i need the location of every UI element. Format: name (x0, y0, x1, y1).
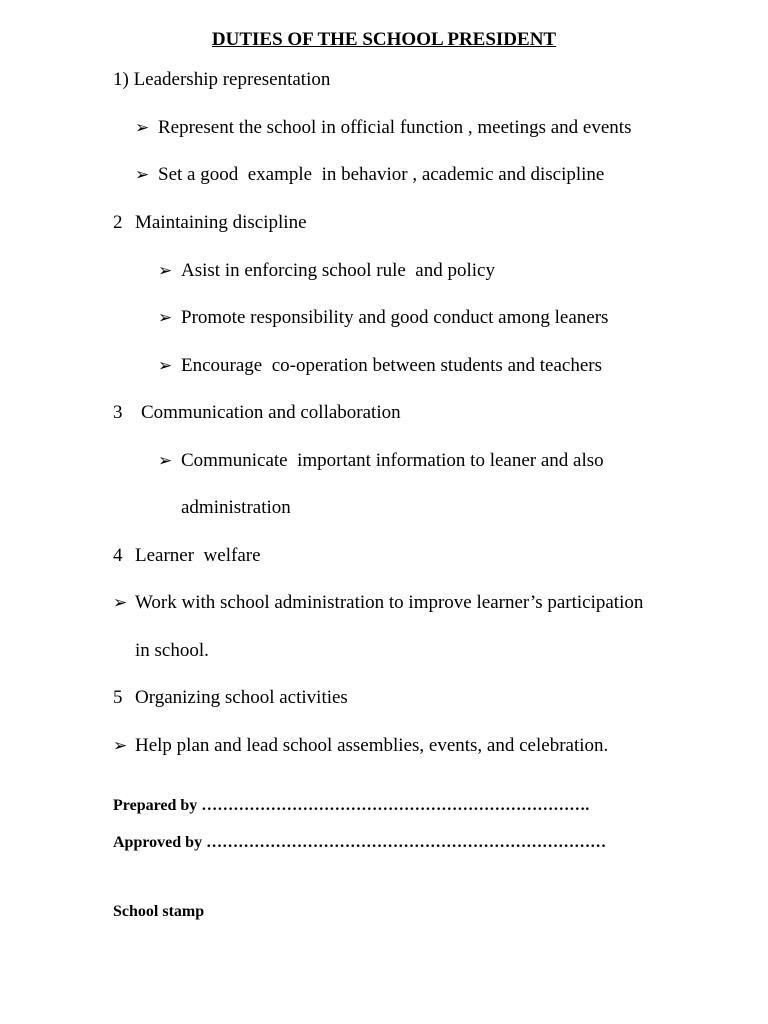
section-heading-1: 1) Leadership representation (113, 69, 331, 90)
prepared-by-line (113, 795, 589, 817)
bullet-item: Represent the school in official function , meetings and events (158, 117, 632, 138)
section-heading-3: Communication and collaboration (141, 402, 401, 423)
section-heading-2: Maintaining discipline (135, 212, 307, 233)
bullet-item: Promote responsibility and good conduct among leaners (181, 307, 609, 328)
bullet-item-continuation: in school. (135, 640, 209, 661)
arrowhead-bullet-icon: ➢ (158, 356, 173, 375)
prepared-by-label: Prepared by (113, 797, 198, 814)
section-heading-4: Learner welfare (135, 545, 261, 566)
arrowhead-bullet-icon: ➢ (135, 118, 150, 137)
approved-by-dotted-line: ………………………………………………………………… (206, 834, 607, 851)
arrowhead-bullet-icon: ➢ (135, 165, 150, 184)
section-number-3: 3 (113, 402, 123, 423)
school-stamp-label: School stamp (113, 903, 205, 920)
arrowhead-bullet-icon: ➢ (113, 736, 128, 755)
approved-by-line (113, 832, 606, 854)
section-heading-5: Organizing school activities (135, 687, 348, 708)
bullet-item: Work with school administration to improve learner’s participation (135, 592, 644, 613)
bullet-item: Asist in enforcing school rule and policy (181, 260, 495, 281)
section-number-5: 5 (113, 687, 123, 708)
arrowhead-bullet-icon: ➢ (158, 451, 173, 470)
approved-by-label: Approved by (113, 834, 203, 851)
arrowhead-bullet-icon: ➢ (113, 593, 128, 612)
bullet-item: Encourage co-operation between students and teachers (181, 355, 602, 376)
page-title: DUTIES OF THE SCHOOL PRESIDENT (211, 29, 557, 50)
prepared-by-dotted-line: ………………………………………………………………. (201, 797, 590, 814)
bullet-item: Help plan and lead school assemblies, events, and celebration. (135, 735, 609, 756)
section-number-2: 2 (113, 212, 123, 233)
bullet-item: Communicate important information to leaner and also (181, 450, 604, 471)
bullet-item: Set a good example in behavior , academic and discipline (158, 164, 605, 185)
arrowhead-bullet-icon: ➢ (158, 261, 173, 280)
bullet-item-continuation: administration (181, 497, 291, 518)
section-number-4: 4 (113, 545, 123, 566)
arrowhead-bullet-icon: ➢ (158, 308, 173, 327)
